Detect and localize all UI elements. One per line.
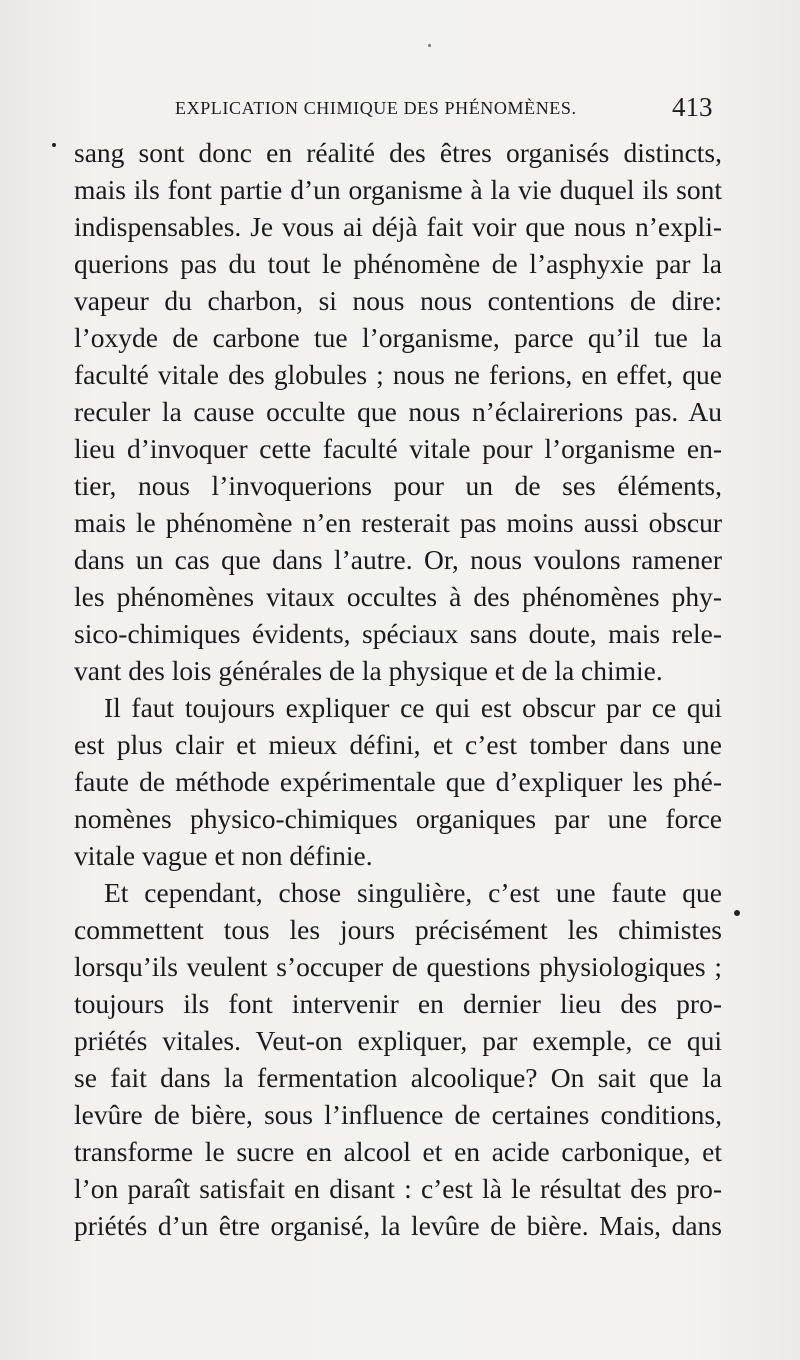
text-line: dans un cas que dans l’autre. Or, nous voulons ramener [74,544,722,575]
ink-speck [52,143,56,147]
ink-speck [428,44,431,47]
text-line: Il faut toujours expliquer ce qui est obscur par ce qui [104,692,722,723]
text-line: faute de méthode expérimentale que d’expliquer les phé- [74,766,722,797]
body-text [74,134,722,1244]
text-line: mais ils font partie d’un organisme à la vie duquel ils sont [74,174,722,205]
text-line: sang sont donc en réalité des êtres organisés distincts, [74,137,722,168]
text-line: vitale vague et non définie. [74,840,373,871]
text-line: nomènes physico-chimiques organiques par une force [74,803,722,834]
text-line: vapeur du charbon, si nous nous contentions de dire: [74,285,722,316]
text-line: priétés vitales. Veut-on expliquer, par exemple, ce qui [74,1025,722,1056]
page-header [0,92,800,132]
text-line: Et cependant, chose singulière, c’est une faute que [104,877,722,908]
text-line: l’on paraît satisfait en disant : c’est là le résultat des pro- [74,1173,722,1204]
text-line: lorsqu’ils veulent s’occuper de questions physiologiques ; [74,951,722,982]
text-line: lieu d’invoquer cette faculté vitale pour l’organisme en- [74,433,722,464]
text-line: mais le phénomène n’en resterait pas moins aussi obscur [74,507,722,538]
text-line: levûre de bière, sous l’influence de certaines conditions, [74,1099,722,1130]
text-line: tier, nous l’invoquerions pour un de ses éléments, [74,470,722,501]
text-line: sico-chimiques évidents, spéciaux sans doute, mais rele- [74,618,722,649]
running-title: EXPLICATION CHIMIQUE DES PHÉNOMÈNES. [175,98,577,118]
text-line: est plus clair et mieux défini, et c’est tomber dans une [74,729,722,760]
text-line: indispensables. Je vous ai déjà fait voir que nous n’expli- [74,211,722,242]
text-line: vant des lois générales de la physique et de la chimie. [74,655,663,686]
text-line: querions pas du tout le phénomène de l’asphyxie par la [74,248,722,279]
ink-speck [734,910,740,916]
text-line: reculer la cause occulte que nous n’éclairerions pas. Au [74,396,722,427]
page-number: 413 [672,92,713,122]
text-line: les phénomènes vitaux occultes à des phénomènes phy- [74,581,722,612]
text-line: toujours ils font intervenir en dernier lieu des pro- [74,988,722,1019]
text-line: faculté vitale des globules ; nous ne ferions, en effet, que [74,359,722,390]
text-line: se fait dans la fermentation alcoolique? On sait que la [74,1062,722,1093]
text-line: l’oxyde de carbone tue l’organisme, parce qu’il tue la [74,322,722,353]
text-line: commettent tous les jours précisément les chimistes [74,914,722,945]
text-line: transforme le sucre en alcool et en acide carbonique, et [74,1136,722,1167]
text-line: priétés d’un être organisé, la levûre de bière. Mais, dans [74,1210,722,1241]
